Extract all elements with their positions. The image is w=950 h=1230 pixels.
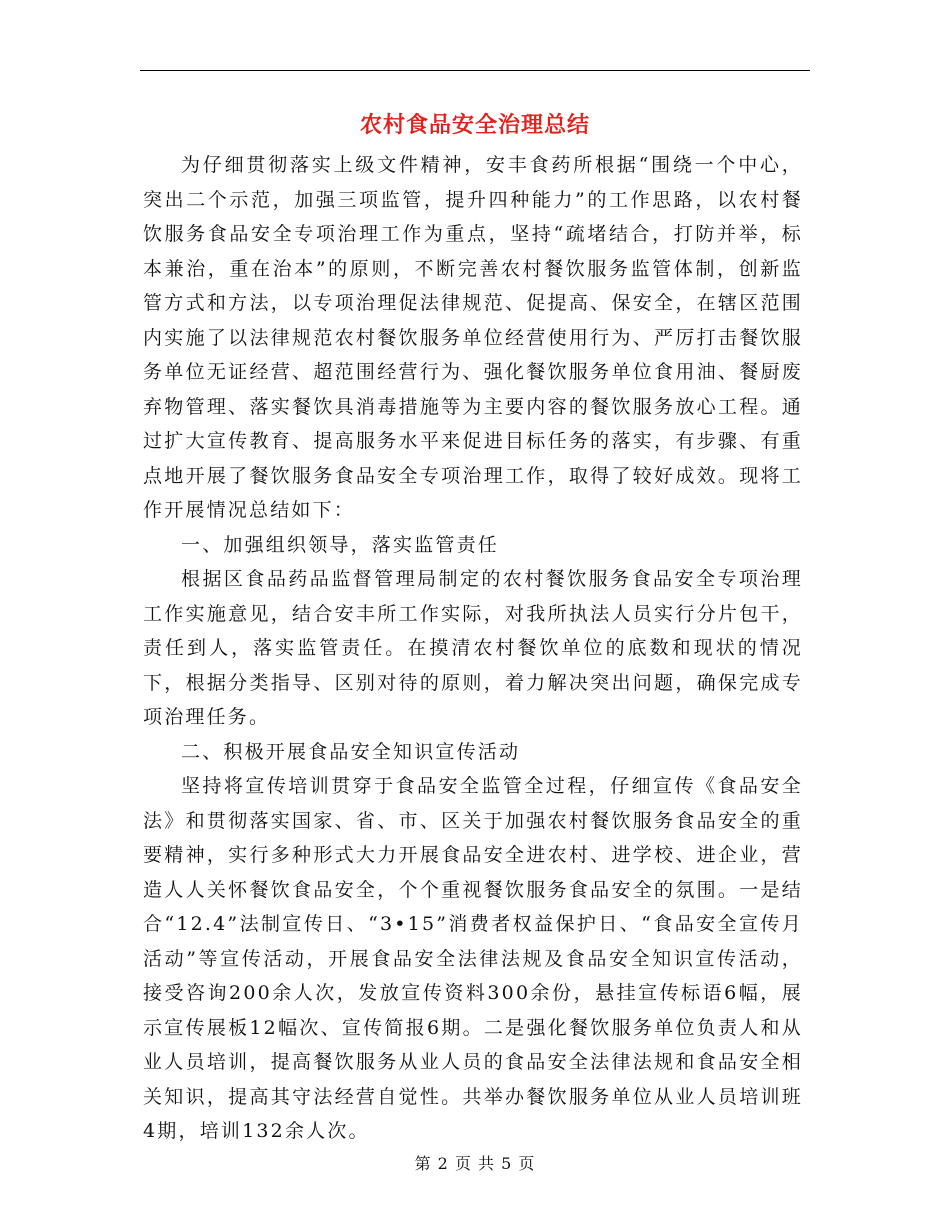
page-number: 第 2 页 共 5 页	[414, 1154, 536, 1173]
header-rule	[140, 70, 810, 71]
document-title: 农村食品安全治理总结	[359, 112, 590, 138]
section-heading-1: 一、加强组织领导，落实监管责任	[181, 533, 500, 556]
page-footer	[0, 1152, 950, 1176]
section-paragraph-2: 坚持将宣传培训贯穿于食品安全监管全过程，仔细宣传《食品安全法》和贯彻落实国家、省、市、区关于加强农村餐饮服务食品安全的重要精神，实行多种形式大力开展食品安全进农村、进学校、进企业，营造人人关怀餐饮食品安全，个个重视餐饮服务食品安全的氛围。一是结合“12.4”法制宣传日、“3•15”消费者权益保护日、“食品安全宣传月活动”等宣传活动，开展食品安全法律法规及食品安全知识宣传活动，接受咨询200余人次，发放宣传资料300余份，悬挂宣传标语6幅，展示宣传展板12幅次、宣传简报6期。二是强化餐饮服务单位负责人和从业人员培训，提高餐饮服务从业人员的食品安全法律法规和食品安全相关知识，提高其守法经营自觉性。共举办餐饮服务单位从业人员培训班4期，培训132余人次。	[143, 775, 803, 1142]
section-heading-2: 二、积极开展食品安全知识宣传活动	[181, 740, 521, 763]
document-body	[143, 148, 803, 1149]
section-paragraph-1: 根据区食品药品监督管理局制定的农村餐饮服务食品安全专项治理工作实施意见，结合安丰所工作实际，对我所执法人员实行分片包干，责任到人，落实监管责任。在摸清农村餐饮单位的底数和现状的情况下，根据分类指导、区别对待的原则，着力解决突出问题，确保完成专项治理任务。	[143, 568, 803, 728]
intro-paragraph: 为仔细贯彻落实上级文件精神，安丰食药所根据“围绕一个中心，突出二个示范，加强三项监管，提升四种能力”的工作思路，以农村餐饮服务食品安全专项治理工作为重点，坚持“疏堵结合，打防并举，标本兼治，重在治本”的原则，不断完善农村餐饮服务监管体制，创新监管方式和方法，以专项治理促法律规范、促提高、保安全，在辖区范围内实施了以法律规范农村餐饮服务单位经营使用行为、严厉打击餐饮服务单位无证经营、超范围经营行为、强化餐饮服务单位食用油、餐厨废弃物管理、落实餐饮具消毒措施等为主要内容的餐饮服务放心工程。通过扩大宣传教育、提高服务水平来促进目标任务的落实，有步骤、有重点地开展了餐饮服务食品安全专项治理工作，取得了较好成效。现将工作开展情况总结如下：	[143, 154, 803, 521]
